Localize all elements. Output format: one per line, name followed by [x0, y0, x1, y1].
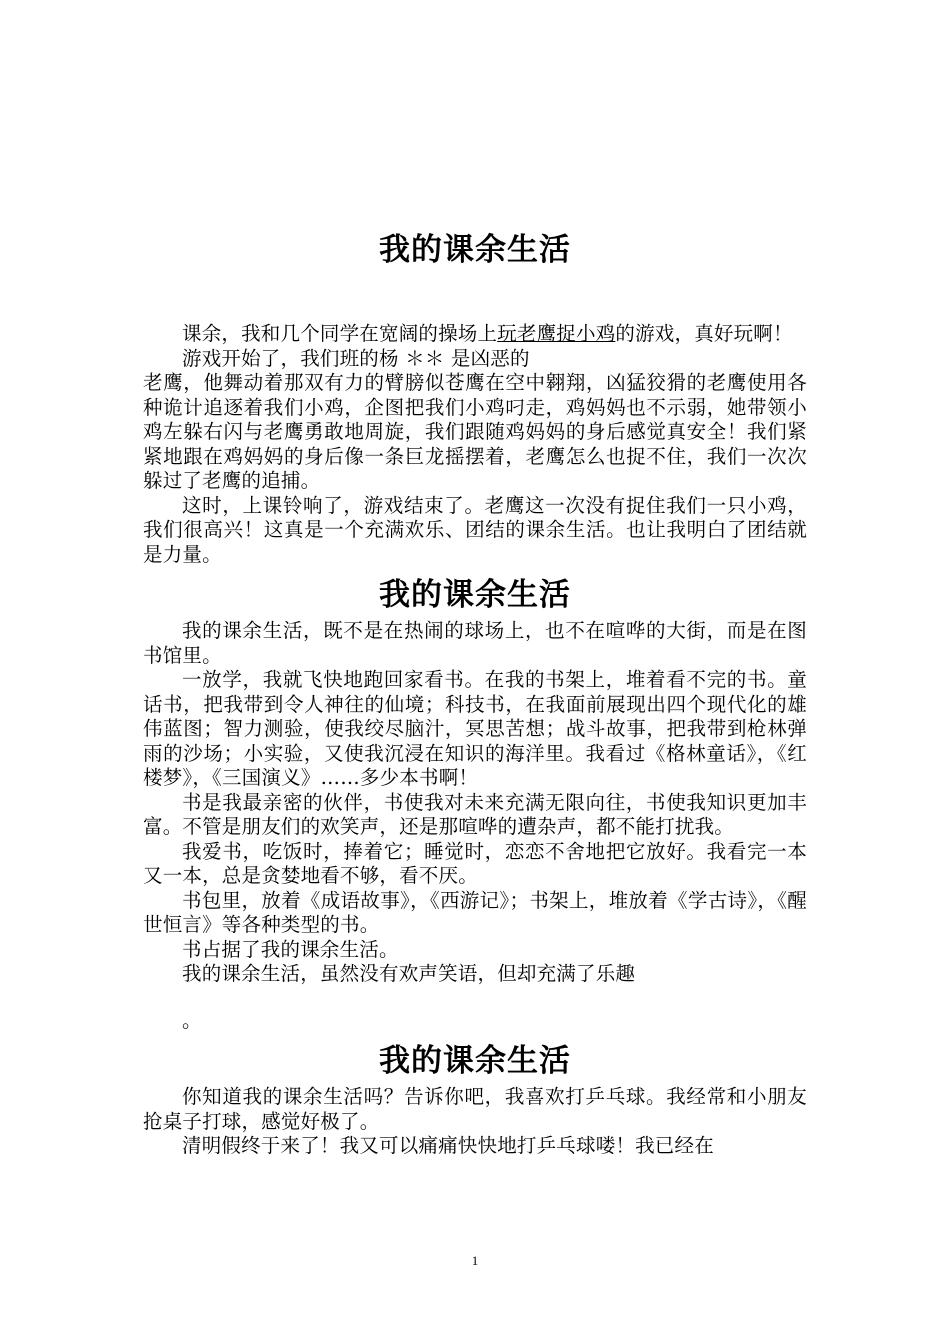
- essay-2-paragraph-2: 一放学，我就飞快地跑回家看书。在我的书架上，堆着看不完的书。童话书，把我带到令人神往的仙境；科技书，在我面前展现出四个现代化的雄伟蓝图；智力测验，使我绞尽脑汁，冥思苦想；战斗故事，把我带到枪林弹雨的沙场；小实验，又使我沉浸在知识的海洋里。我看过《格林童话》，《红楼梦》，《三国演义》……多少本书啊！: [143, 668, 807, 789]
- essay-1-paragraph-2-first-line: 游戏开始了，我们班的杨 ＊＊ 是凶恶的: [182, 346, 530, 370]
- essay-2-paragraph-1: 我的课余生活，既不是在热闹的球场上，也不在喧哗的大街，而是在图书馆里。: [143, 619, 807, 667]
- essay-2-trailing-period: 。: [182, 1008, 202, 1032]
- essay-2-paragraph-7: 我的课余生活，虽然没有欢声笑语，但却充满了乐趣: [182, 962, 636, 985]
- essay-1-paragraph-3: 这时，上课铃响了，游戏结束了。老鹰这一次没有捉住我们一只小鸡，我们很高兴！这真是一个充满欢乐、团结的课余生活。也让我明白了团结就是力量。: [143, 493, 807, 566]
- essay-2-paragraph-3: 书是我最亲密的伙伴，书使我对未来充满无限向往，书使我知识更加丰富。不管是朋友们的欢笑声，还是那喧哗的遭杂声，都不能打扰我。: [143, 790, 807, 838]
- document-body: [143, 228, 807, 1159]
- essay-1-p1-text: 课余，我和几个同学在宽阔的操场上: [182, 322, 498, 345]
- page-number: 1: [471, 1253, 479, 1268]
- essay-2-title: 我的课余生活: [379, 577, 571, 613]
- essay-2-paragraph-6: 书占据了我的课余生活。: [182, 937, 399, 961]
- essay-2-paragraph-5: 书包里，放着《成语故事》，《西游记》；书架上，堆放着《学古诗》，《醒世恒言》等各种类型的书。: [143, 888, 807, 936]
- essay-1-paragraph-2: 老鹰，他舞动着那双有力的臂膀似苍鹰在空中翱翔，凶猛狡猾的老鹰使用各种诡计追逐着我们小鸡，企图把我们小鸡叼走，鸡妈妈也不示弱，她带领小鸡左躲右闪与老鹰勇敢地周旋，我们跟随鸡妈妈的身后感觉真安全！我们紧紧地跟在鸡妈妈的身后像一条巨龙摇摆着，老鹰怎么也捉不住，我们一次次躲过了老鹰的追捕。: [143, 371, 807, 492]
- essay-1-paragraph-1: [143, 322, 807, 347]
- essay-1-p1-text-end: 的游戏，真好玩啊！: [615, 322, 793, 345]
- essay-3-paragraph-1: 你知道我的课余生活吗？告诉你吧，我喜欢打乒乓球。我经常和小朋友抢桌子打球，感觉好极了。: [143, 1085, 807, 1133]
- essay-1-p1-underlined: 玩老鹰捉小鸡: [497, 322, 616, 345]
- essay-3-title: 我的课余生活: [379, 1043, 571, 1079]
- essay-3-paragraph-2: 清明假终于来了！我又可以痛痛快快地打乒乓球喽！我已经在: [182, 1134, 714, 1157]
- essay-2-paragraph-4: 我爱书，吃饭时，捧着它；睡觉时，恋恋不舍地把它放好。我看完一本又一本，总是贪婪地看不够，看不厌。: [143, 839, 807, 887]
- essay-1-title: 我的课余生活: [379, 232, 571, 268]
